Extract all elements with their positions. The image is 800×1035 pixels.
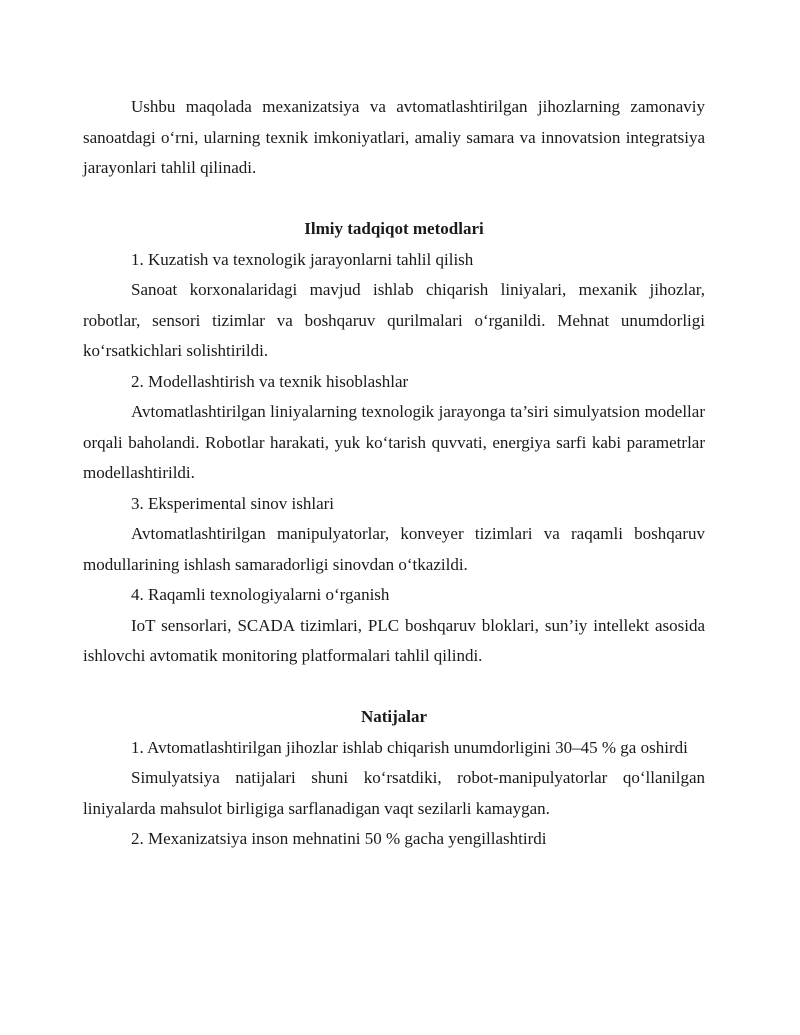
result-2-title: 2. Mexanizatsiya inson mehnatini 50 % gacha yengillashtirdi (131, 829, 547, 848)
results-heading: Natijalar (360, 707, 428, 726)
section-spacer (83, 672, 705, 703)
method-2-text: Avtomatlashtirilgan liniyalarning texnologik jarayonga ta’siri simulyatsion modellar orqali baholandi. Robotlar harakati, yuk ko‘tarish quvvati, energiya sarfi kabi parametrlar modellashtirildi. (83, 402, 705, 482)
method-4-title: 4. Raqamli texnologiyalarni o‘rganish (131, 585, 390, 604)
methods-heading: Ilmiy tadqiqot metodlari (304, 219, 484, 238)
method-2-title: 2. Modellashtirish va texnik hisoblashlar (131, 371, 409, 391)
method-3-title: 3. Eksperimental sinov ishlari (131, 493, 335, 513)
document-body (83, 92, 705, 855)
method-4-text: IoT sensorlari, SCADA tizimlari, PLC boshqaruv bloklari, sun’iy intellekt asosida ishlovchi avtomatik monitoring platformalari tahlil qilindi. (83, 615, 705, 665)
method-3-text: Avtomatlashtirilgan manipulyatorlar, konveyer tizimlari va raqamli boshqaruv modullarining ishlash samaradorligi sinovdan o‘tkazildi. (83, 524, 705, 574)
intro-paragraph: Ushbu maqolada mexanizatsiya va avtomatlashtirilgan jihozlarning zamonaviy sanoatdagi o‘rni, ularning texnik imkoniyatlari, amaliy samara va innovatsion integratsiya jarayonlari tahlil qilinadi. (83, 97, 705, 177)
result-1-title: 1. Avtomatlashtirilgan jihozlar ishlab chiqarish unumdorligini 30–45 % ga oshirdi (131, 737, 688, 757)
method-1-title: 1. Kuzatish va texnologik jarayonlarni tahlil qilish (131, 249, 474, 269)
result-1-text: Simulyatsiya natijalari shuni ko‘rsatdiki, robot-manipulyatorlar qo‘llanilgan liniyalarda mahsulot birligiga sarflanadigan vaqt sezilarli kamaygan. (83, 768, 705, 818)
method-1-text: Sanoat korxonalaridagi mavjud ishlab chiqarish liniyalari, mexanik jihozlar, robotlar, sensori tizimlar va boshqaruv qurilmalari o‘rganildi. Mehnat unumdorligi ko‘rsatkichlari solishtirildi. (83, 280, 705, 360)
section-spacer (83, 184, 705, 215)
